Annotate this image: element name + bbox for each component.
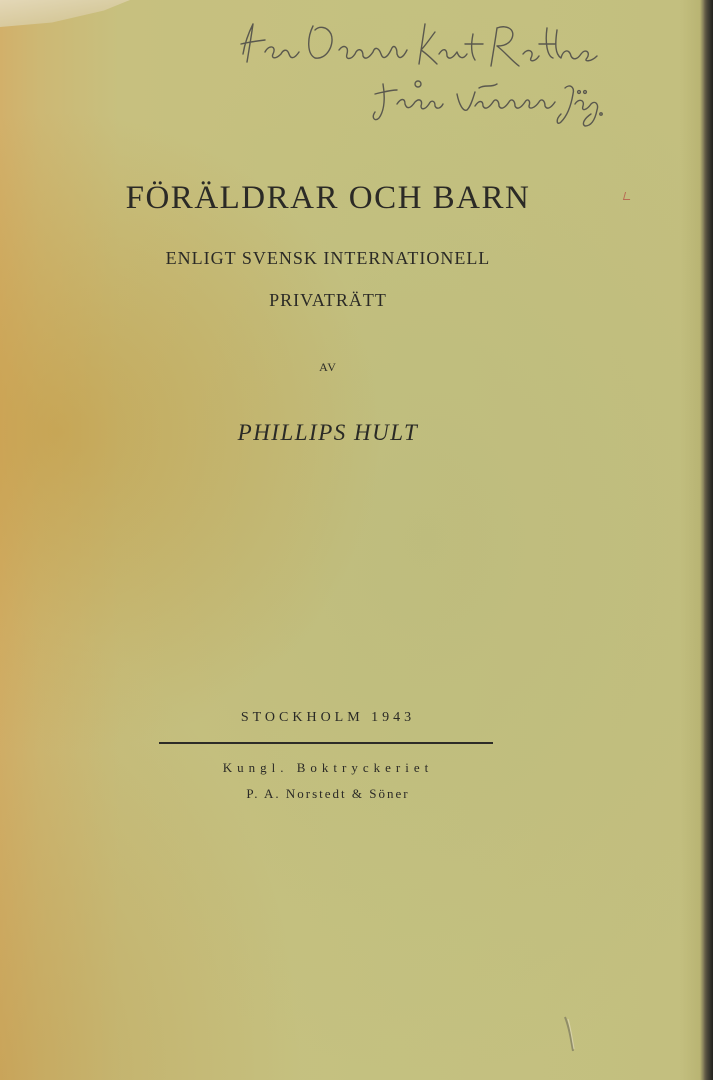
handwritten-inscription [235,14,605,129]
book-title: FÖRÄLDRAR OCH BARN [125,180,531,216]
horizontal-rule [159,742,493,744]
subtitle-line-2: PRIVATRÄTT [269,290,387,310]
author-name: PHILLIPS HULT [237,420,419,445]
handwritten-inscription-drawing [235,14,605,129]
torn-corner [0,0,130,30]
printer-line-2: P. A. Norstedt & Söner [246,786,410,801]
subtitle-line-1: ENLIGT SVENSK INTERNATIONELL [165,248,491,268]
by-label: AV [319,360,337,374]
place-and-year: STOCKHOLM 1943 [240,710,416,725]
printer-line-1: Kungl. Boktryckeriet [222,760,434,775]
paper-scuff-mark [563,1015,575,1053]
page-edge [704,0,713,1080]
